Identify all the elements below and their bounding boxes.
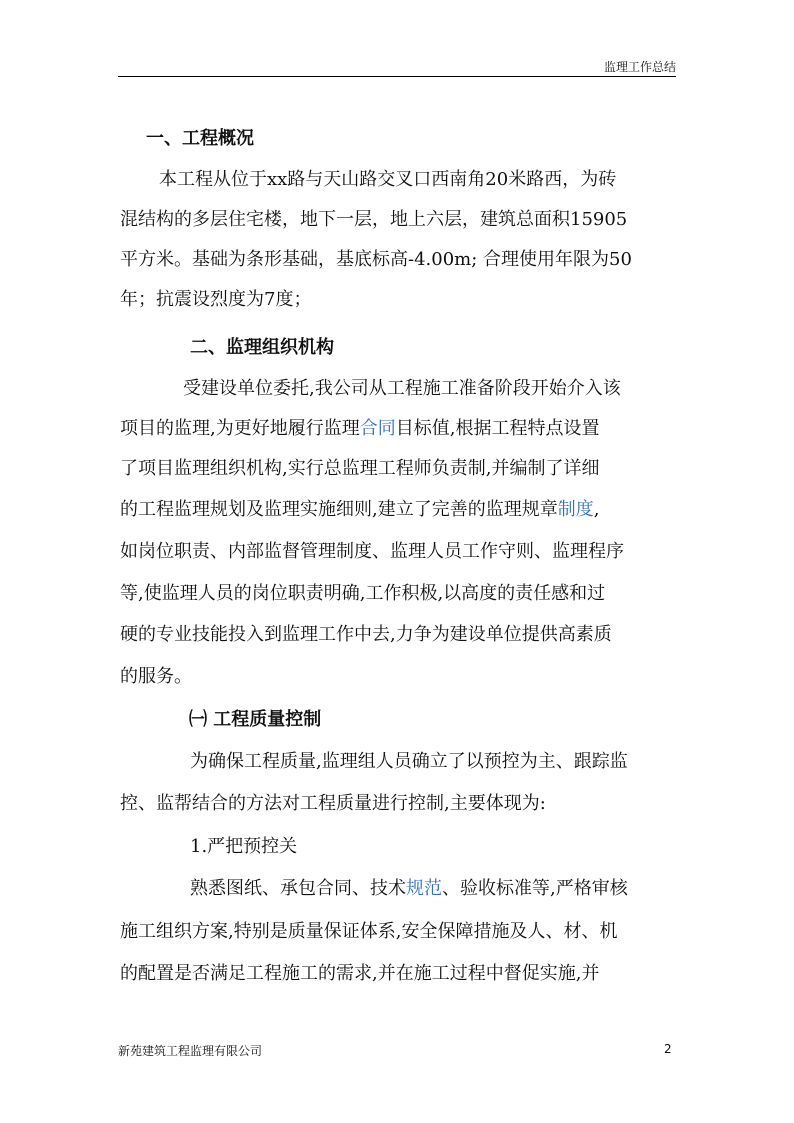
paragraph-line: 平方米。基础为条形基础，基底标高-4.00m; 合理使用年限为50 bbox=[120, 249, 632, 270]
paragraph-line: 如岗位职责、内部监督管理制度、监理人员工作守则、监理程序 bbox=[120, 541, 624, 562]
paragraph-line: 了项目监理组织机构,实行总监理工程师负责制,并编制了详细 bbox=[120, 458, 600, 479]
paragraph-line: 混结构的多层住宅楼，地下一层，地上六层，建筑总面积15905 bbox=[120, 209, 628, 230]
paragraph-line: 年；抗震设烈度为7度； bbox=[120, 289, 312, 310]
paragraph-line: 本工程从位于xx路与天山路交叉口西南角20米路西，为砖 bbox=[159, 169, 617, 190]
paragraph-line: 的配置是否满足工程施工的需求,并在施工过程中督促实施,并 bbox=[120, 963, 600, 984]
section-heading-organization: 二、监理组织机构 bbox=[190, 337, 334, 358]
footer-page-number: 2 bbox=[664, 1042, 672, 1056]
paragraph-line: 受建设单位委托,我公司从工程施工准备阶段开始介入该 bbox=[183, 378, 621, 399]
text-run: 的工程监理规划及监理实施细则,建立了完善的监理规章 bbox=[120, 499, 558, 520]
page-header-title: 监理工作总结 bbox=[603, 60, 676, 74]
header-divider bbox=[118, 76, 676, 77]
paragraph-line: 控、监帮结合的方法对工程质量进行控制,主要体现为: bbox=[120, 793, 546, 814]
section-heading-overview: 一、工程概况 bbox=[146, 128, 254, 149]
paragraph-line: 为确保工程质量,监理组人员确立了以预控为主、跟踪监 bbox=[190, 751, 628, 772]
text-run: , bbox=[593, 499, 600, 520]
link-specification[interactable]: 规范 bbox=[406, 878, 442, 899]
paragraph-line bbox=[190, 877, 628, 901]
link-regulation[interactable]: 制度 bbox=[557, 499, 594, 520]
paragraph-line: 的服务。 bbox=[120, 666, 192, 687]
paragraph-line: 施工组织方案,特别是质量保证体系,安全保障措施及人、材、机 bbox=[120, 921, 618, 942]
text-run: 、验收标准等,严格审核 bbox=[442, 878, 628, 899]
footer-company: 新苑建筑工程监理有限公司 bbox=[118, 1044, 263, 1058]
paragraph-line bbox=[120, 498, 599, 522]
text-run: 项目的监理,为更好地履行监理 bbox=[120, 418, 360, 439]
text-run: 目标值,根据工程特点设置 bbox=[395, 418, 600, 439]
text-run: 熟悉图纸、承包合同、技术 bbox=[190, 878, 406, 899]
subheading-precontrol: 1.严把预控关 bbox=[190, 836, 298, 857]
section-heading-quality: ㈠ 工程质量控制 bbox=[189, 709, 322, 730]
paragraph-line bbox=[120, 417, 599, 441]
paragraph-line: 硬的专业技能投入到监理工作中去,力争为建设单位提供高素质 bbox=[120, 624, 612, 645]
paragraph-line: 等,使监理人员的岗位职责明确,工作积极,以高度的责任感和过 bbox=[120, 583, 606, 604]
link-contract[interactable]: 合同 bbox=[359, 418, 396, 439]
